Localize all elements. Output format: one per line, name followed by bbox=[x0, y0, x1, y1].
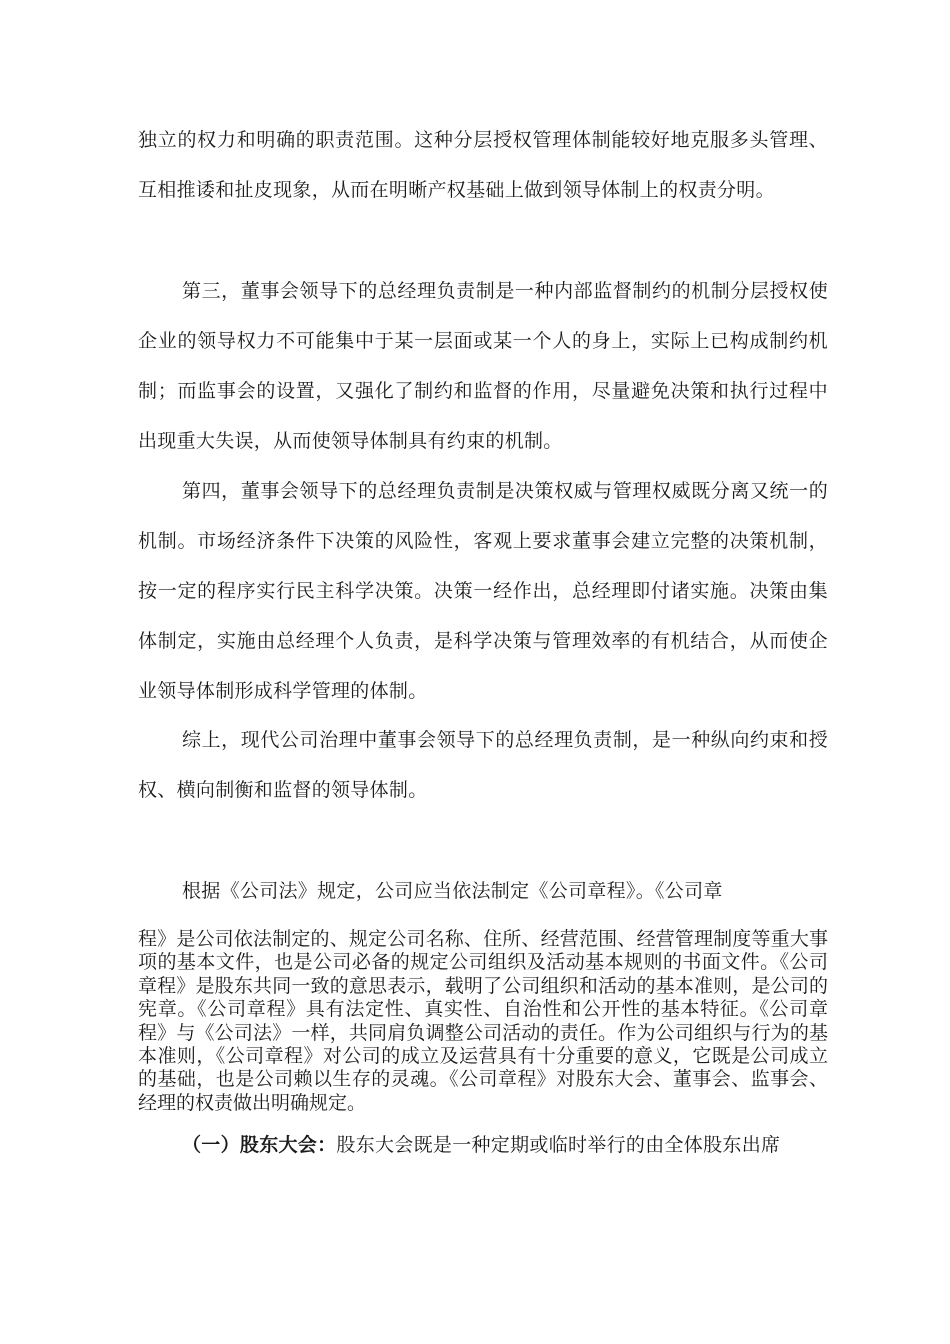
section-heading: （一）股东大会： bbox=[182, 1134, 337, 1156]
paragraph-shareholders-meeting bbox=[138, 1120, 828, 1170]
paragraph-third-point: 第三，董事会领导下的总经理负责制是一种内部监督制约的机制分层授权使企业的领导权力不可能集中于某一层面或某一个人的身上，实际上已构成制约机制；而监事会的设置，又强化了制约和监督的作用，尽量避免决策和执行过程中出现重大失误，从而使领导体制具有约束的机制。 bbox=[138, 280, 828, 452]
paragraph-authority-scope: 独立的权力和明确的职责范围。这种分层授权管理体制能较好地克服多头管理、互相推诿和扯皮现象，从而在明晰产权基础上做到领导体制上的权责分明。 bbox=[138, 129, 828, 201]
paragraph-fourth-point: 第四，董事会领导下的总经理负责制是决策权威与管理权威既分离又统一的机制。市场经济条件下决策的风险性，客观上要求董事会建立完整的决策机制，按一定的程序实行民主科学决策。决策一经作出，总经理即付诸实施。决策由集体制定，实施由总经理个人负责，是科学决策与管理效率的有机结合，从而使企业领导体制形成科学管理的体制。 bbox=[138, 480, 828, 702]
paragraph-summary: 综上，现代公司治理中董事会领导下的总经理负责制，是一种纵向约束和授权、横向制衡和监督的领导体制。 bbox=[138, 729, 828, 801]
section-text: 股东大会既是一种定期或临时举行的由全体股东出席 bbox=[336, 1134, 781, 1156]
paragraph-company-law-intro: 根据《公司法》规定，公司应当依法制定《公司章程》。《公司章 bbox=[182, 880, 723, 902]
paragraph-articles-of-association: 程》是公司依法制定的、规定公司名称、住所、经营范围、经营管理制度等重大事项的基本文件，也是公司必备的规定公司组织及活动基本规则的书面文件。《公司章程》是股东共同一致的意思表示，载明了公司组织和活动的基本准则，是公司的宪章。《公司章程》具有法定性、真实性、自治性和公开性的基本特征。《公司章程》与《公司法》一样，共同肩负调整公司活动的责任。作为公司组织与行为的基本准则，《公司章程》对公司的成立及运营具有十分重要的意义，它既是公司成立的基础，也是公司赖以生存的灵魂。《公司章程》对股东大会、董事会、监事会、经理的权责做出明确规定。 bbox=[138, 928, 828, 1114]
